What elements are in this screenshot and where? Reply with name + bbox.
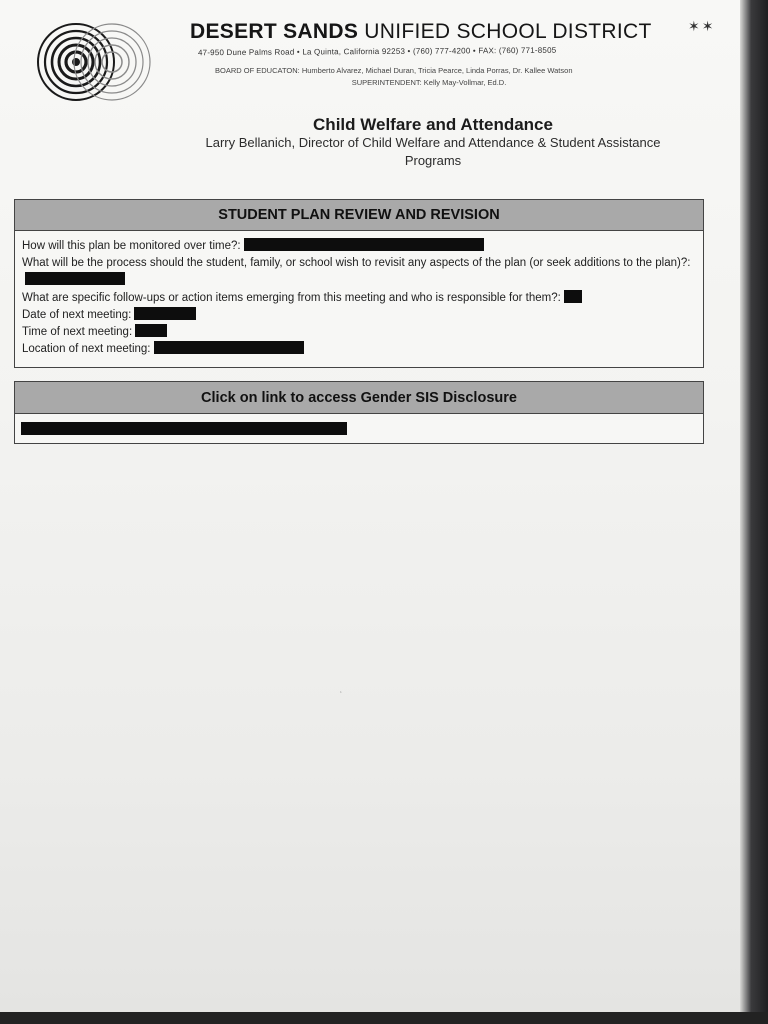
board-of-education: BOARD OF EDUCATON: Humberto Alvarez, Michael Duran, Tricia Pearce, Linda Porras, Dr. Kallee Watson xyxy=(215,66,573,75)
date-question-label: Date of next meeting: xyxy=(22,308,132,321)
followups-question xyxy=(22,290,697,307)
time-question xyxy=(22,324,697,341)
redacted-answer xyxy=(135,324,167,337)
revisit-question-label: What will be the process should the student, family, or school wish to revisit any aspects of the plan (or seek additions to the plan)?: xyxy=(22,257,691,270)
page-bottom-shadow xyxy=(0,1012,768,1024)
date-question xyxy=(22,307,697,324)
redacted-answer xyxy=(244,238,484,251)
district-address: 47-950 Dune Palms Road • La Quinta, California 92253 • (760) 777-4200 • FAX: (760) 771-8505 xyxy=(197,45,557,58)
pen-marks-icon: ✶✶ xyxy=(688,18,716,34)
district-name xyxy=(190,20,652,44)
department-title: Child Welfare and Attendance xyxy=(313,115,553,134)
monitor-question xyxy=(22,238,697,255)
redacted-answer xyxy=(25,272,125,285)
section-heading: STUDENT PLAN REVIEW AND REVISION xyxy=(15,200,703,231)
monitor-question-label: How will this plan be monitored over time?: xyxy=(22,240,241,252)
time-question-label: Time of next meeting: xyxy=(22,326,133,339)
redacted-answer xyxy=(134,307,196,320)
student-plan-review-section xyxy=(14,199,704,368)
redacted-answer xyxy=(154,341,304,354)
location-question xyxy=(22,341,697,358)
gender-sis-disclosure-section xyxy=(14,381,704,444)
district-name-rest: UNIFIED SCHOOL DISTRICT xyxy=(364,20,652,43)
redacted-answer xyxy=(564,290,582,303)
revisit-question xyxy=(22,255,697,289)
link-section-heading: Click on link to access Gender SIS Disclosure xyxy=(15,382,703,414)
location-question-label: Location of next meeting: xyxy=(22,343,151,356)
superintendent-line: SUPERINTENDENT: Kelly May-Vollmar, Ed.D. xyxy=(351,78,507,87)
department-subtitle: Larry Bellanich, Director of Child Welfare and Attendance & Student Assistance Programs xyxy=(205,135,661,168)
paper-speck: ‘ xyxy=(340,690,342,699)
page-edge-shadow xyxy=(740,0,768,1024)
followups-question-label: What are specific follow-ups or action items emerging from this meeting and who is responsible for them?: xyxy=(22,291,561,304)
district-name-bold: DESERT SANDS xyxy=(190,20,359,43)
district-logo xyxy=(36,22,154,102)
redacted-link[interactable] xyxy=(21,422,347,435)
